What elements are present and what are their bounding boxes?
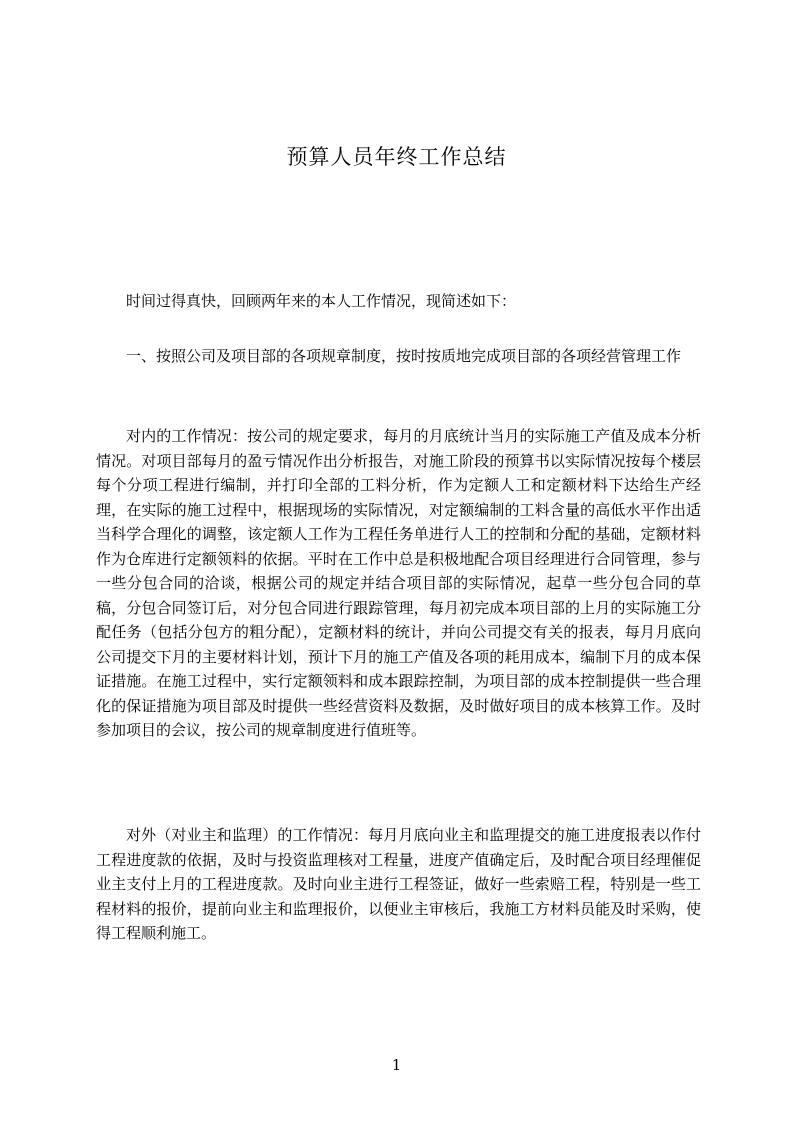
page-number: 1 (391, 1056, 402, 1074)
document-title: 预算人员年终工作总结 (286, 145, 507, 169)
section-heading: 一、按照公司及项目部的各项规章制度，按时按质地完成项目部的各项经营管理工作 (126, 347, 682, 365)
internal-work-paragraph: 对内的工作情况：按公司的规定要求，每月的月底统计当月的实际施工产值及成本分析情况。对项目部每月的盈亏情况作出分析报告，对施工阶段的预算书以实际情况按每个楼层每个分项工程进行编制，并打印全部的工料分析，作为定额人工和定额材料下达给生产经理，在实际的施工过程中，根据现场的实际情况，对定额编制的工料含量的高低水平作出适当科学合理化的调整，该定额人工作为工程任务单进行人工的控制和分配的基础，定额材料作为仓库进行定额领料的依据。平时在工作中总是积极地配合项目经理进行合同管理，参与一些分包合同的洽谈，根据公司的规定并结合项目部的实际情况，起草一些分包合同的草稿，分包合同签订后，对分包合同进行跟踪管理，每月初完成本项目部的上月的实际施工分配任务（包括分包方的粗分配），定额材料的统计，并向公司提交有关的报表，每月月底向公司提交下月的主要材料计划，预计下月的施工产值及各项的耗用成本，编制下月的成本保证措施。在施工过程中，实行定额领料和成本跟踪控制，为项目部的成本控制提供一些合理化的保证措施为项目部及时提供一些经营资料及数据，及时做好项目的成本核算工作。及时参加项目的会议，按公司的规章制度进行值班等。 (96, 427, 701, 739)
intro-paragraph: 时间过得真快，回顾两年来的本人工作情况，现简述如下： (126, 292, 517, 310)
external-work-paragraph: 对外（对业主和监理）的工作情况：每月月底向业主和监理提交的施工进度报表以作付工程进度款的依据，及时与投资监理核对工程量，进度产值确定后，及时配合项目经理催促业主支付上月的工程进度款。及时向业主进行工程签证，做好一些索赔工程，特别是一些工程材料的报价，提前向业主和监理报价，以便业主审核后，我施工方材料员能及时采购，使得工程顺利施工。 (96, 826, 701, 942)
